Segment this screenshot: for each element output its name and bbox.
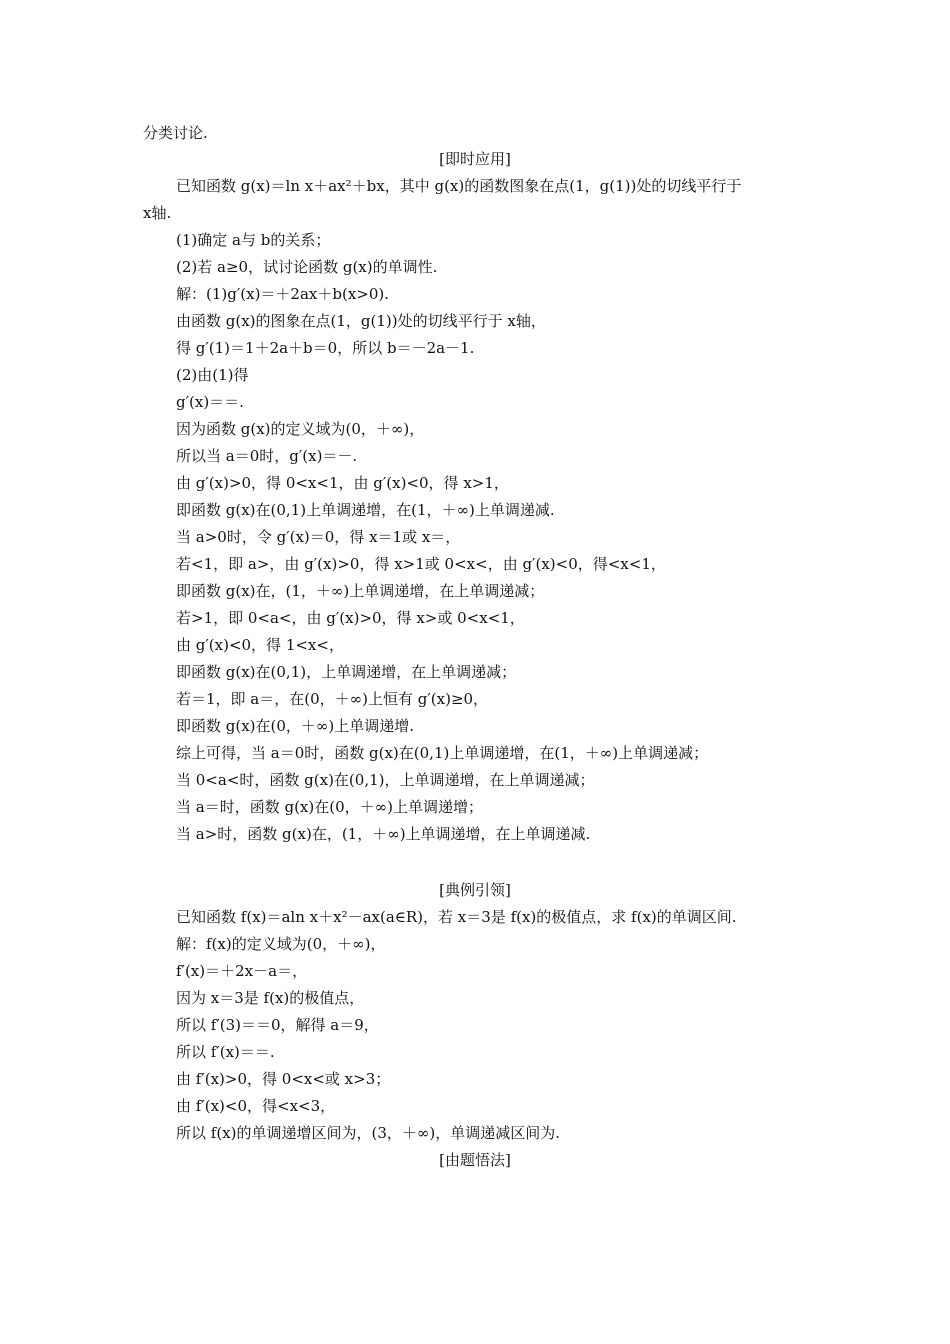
example-solution-line: 所以 f′(x)＝＝. <box>176 1043 275 1061</box>
example-solution-line: 由 f′(x)>0，得 0<x<或 x>3； <box>176 1070 391 1088</box>
solution-line: 因为函数 g(x)的定义域为(0，＋∞)， <box>176 420 425 438</box>
solution-line: g′(x)＝＝. <box>176 393 244 411</box>
intro-text: 分类讨论. <box>143 124 208 142</box>
solution-line: 即函数 g(x)在，(1，＋∞)上单调递增，在上单调递减； <box>176 582 545 600</box>
solution-line: (2)由(1)得 <box>176 366 249 384</box>
question-2: (2)若 a≥0，试讨论函数 g(x)的单调性. <box>176 258 438 276</box>
heading-typical-example: [典例引领] <box>439 881 511 899</box>
problem-text-line1: 已知函数 g(x)＝ln x＋ax²＋bx，其中 g(x)的函数图象在点(1，g(1))处的切线平行于 <box>176 177 742 195</box>
example-solution-line: f′(x)＝＋2x－a＝， <box>176 962 308 980</box>
solution-line: 若＝1，即 a＝，在(0，＋∞)上恒有 g′(x)≥0， <box>176 690 489 708</box>
solution-line: 由 g′(x)>0，得 0<x<1，由 g′(x)<0，得 x>1， <box>176 474 509 492</box>
solution-line: 当 a＝时，函数 g(x)在(0，＋∞)上单调递增； <box>176 798 483 816</box>
solution-line: 综上可得，当 a＝0时，函数 g(x)在(0,1)上单调递增，在(1，＋∞)上单调递减； <box>176 744 709 762</box>
solution-line: 所以当 a＝0时，g′(x)＝－. <box>176 447 358 465</box>
solution-line: 当 a>时，函数 g(x)在，(1，＋∞)上单调递增，在上单调递减. <box>176 825 591 843</box>
solution-line: 即函数 g(x)在(0,1)上单调递增，在(1，＋∞)上单调递减. <box>176 501 555 519</box>
solution-line: 得 g′(1)＝1＋2a＋b＝0，所以 b＝－2a－1. <box>176 339 475 357</box>
solution-line: 解：(1)g′(x)＝＋2ax＋b(x>0). <box>176 285 390 303</box>
solution-line: 当 0<a<时，函数 g(x)在(0,1)，上单调递增，在上单调递减； <box>176 771 595 789</box>
solution-line: 当 a>0时，令 g′(x)＝0，得 x＝1或 x＝， <box>176 528 461 546</box>
heading-instant-application: [即时应用] <box>439 150 511 168</box>
example-solution-line: 因为 x＝3是 f(x)的极值点， <box>176 989 365 1007</box>
solution-line: 若<1，即 a>，由 g′(x)>0，得 x>1或 0<x<，由 g′(x)<0，得<x<1， <box>176 555 666 573</box>
problem-text-line2: x轴. <box>143 204 172 222</box>
solution-line: 由 g′(x)<0，得 1<x<， <box>176 636 344 654</box>
question-1: (1)确定 a与 b的关系； <box>176 231 331 249</box>
solution-line: 若>1，即 0<a<，由 g′(x)>0，得 x>或 0<x<1， <box>176 609 525 627</box>
example-problem: 已知函数 f(x)＝aln x＋x²－ax(a∈R)，若 x＝3是 f(x)的极值点，求 f(x)的单调区间. <box>176 908 737 926</box>
solution-line: 由函数 g(x)的图象在点(1，g(1))处的切线平行于 x轴， <box>176 312 546 330</box>
example-solution-line: 解：f(x)的定义域为(0，＋∞)， <box>176 935 386 953</box>
example-solution-line: 所以 f′(3)＝＝0，解得 a＝9， <box>176 1016 379 1034</box>
example-solution-line: 由 f′(x)<0，得<x<3， <box>176 1097 336 1115</box>
heading-learning-from-problems: [由题悟法] <box>439 1151 511 1169</box>
solution-line: 即函数 g(x)在(0,1)，上单调递增，在上单调递减； <box>176 663 517 681</box>
solution-line: 即函数 g(x)在(0，＋∞)上单调递增. <box>176 717 415 735</box>
example-solution-line: 所以 f(x)的单调递增区间为，(3，＋∞)，单调递减区间为. <box>176 1124 560 1142</box>
